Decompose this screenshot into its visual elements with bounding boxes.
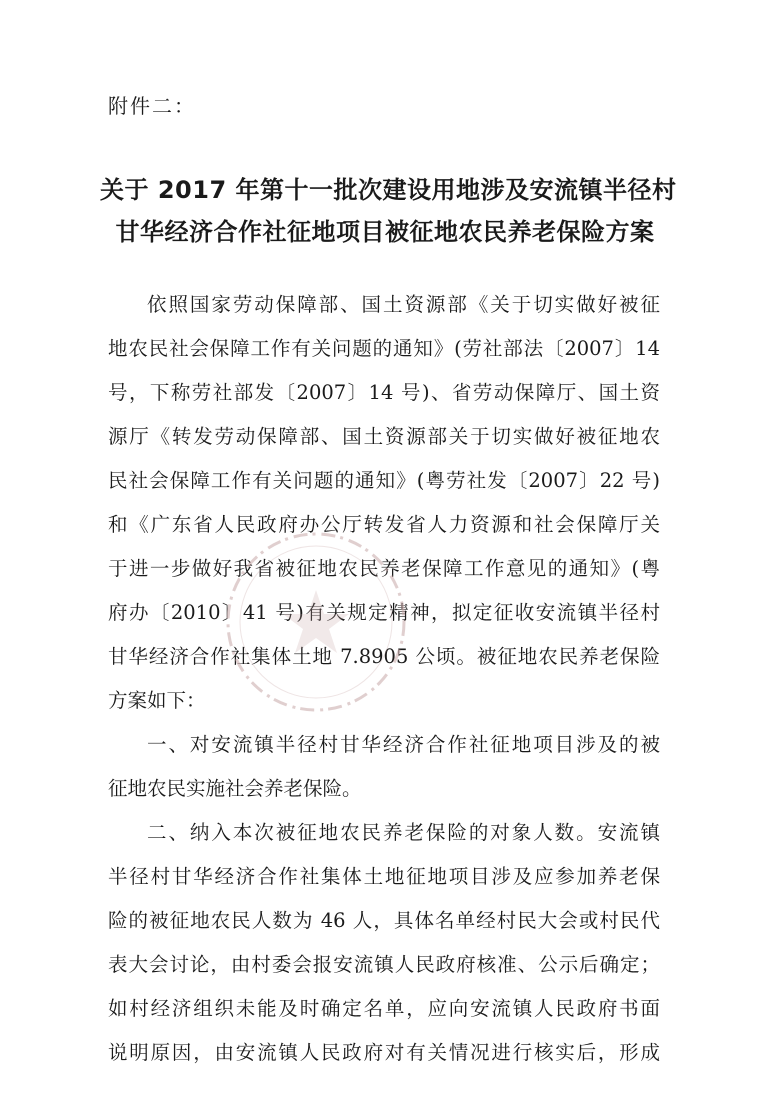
body-line: 源厅《转发劳动保障部、国土资源部关于切实做好被征地农 <box>108 425 660 448</box>
document-title-line-1: 关于 2017 年第十一批次建设用地涉及安流镇半径村 <box>100 176 677 204</box>
body-line: 如村经济组织未能及时确定名单，应向安流镇人民政府书面 <box>108 997 660 1020</box>
body-line: 民社会保障工作有关问题的通知》(粤劳社发〔2007〕22 号) <box>108 469 660 492</box>
body-line: 表大会讨论，由村委会报安流镇人民政府核准、公示后确定； <box>108 953 660 976</box>
body-line: 依照国家劳动保障部、国土资源部《关于切实做好被征 <box>147 293 660 316</box>
body-line: 方案如下： <box>108 689 206 712</box>
body-line: 甘华经济合作社集体土地 7.8905 公顷。被征地农民养老保险 <box>108 645 660 668</box>
body-line: 地农民社会保障工作有关问题的通知》(劳社部法〔2007〕14 <box>108 337 660 360</box>
document-title-line-2: 甘华经济合作社征地项目被征地农民养老保险方案 <box>115 218 655 246</box>
body-line: 半径村甘华经济合作社集体土地征地项目涉及应参加养老保 <box>108 865 660 888</box>
attachment-label: 附件二： <box>108 94 196 118</box>
body-line: 府办〔2010〕41 号)有关规定精神，拟定征收安流镇半径村 <box>108 601 660 624</box>
body-line: 一、对安流镇半径村甘华经济合作社征地项目涉及的被 <box>147 733 660 756</box>
body-line: 险的被征地农民人数为 46 人，具体名单经村民大会或村民代 <box>108 909 660 932</box>
body-line: 号，下称劳社部发〔2007〕14 号)、省劳动保障厅、国土资 <box>108 381 660 404</box>
body-line: 二、纳入本次被征地农民养老保险的对象人数。安流镇 <box>147 821 660 844</box>
body-line: 说明原因，由安流镇人民政府对有关情况进行核实后，形成 <box>108 1041 660 1064</box>
body-line: 和《广东省人民政府办公厅转发省人力资源和社会保障厅关 <box>108 513 660 536</box>
body-line: 征地农民实施社会养老保险。 <box>108 777 362 800</box>
body-line: 于进一步做好我省被征地农民养老保障工作意见的通知》(粤 <box>108 557 660 580</box>
